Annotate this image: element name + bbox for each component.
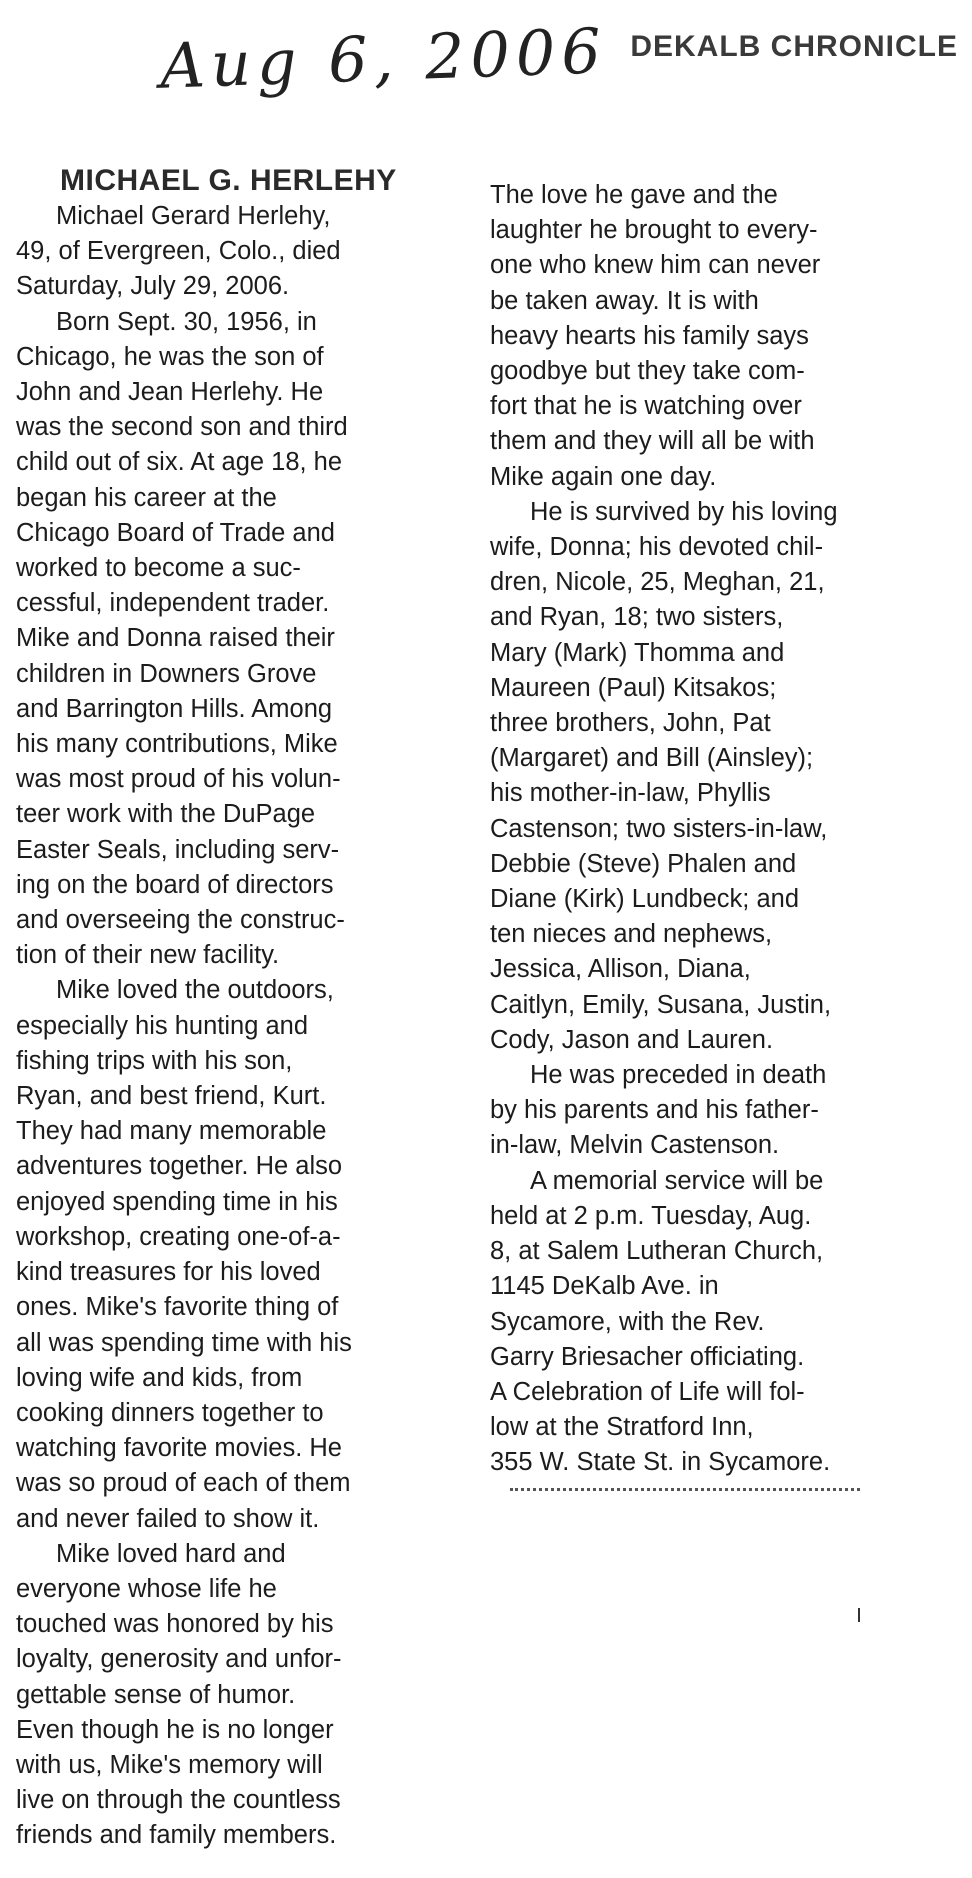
obituary-line: adventures together. He also — [16, 1152, 343, 1181]
obituary-line: Easter Seals, including serv- — [16, 835, 340, 864]
obituary-line: them and they will all be with — [490, 427, 815, 456]
obituary-line: touched was honored by his — [16, 1610, 334, 1639]
obituary-line: Even though he is no longer — [16, 1715, 334, 1744]
obituary-line: wife, Donna; his devoted chil- — [490, 533, 824, 562]
obituary-line: Saturday, July 29, 2006. — [16, 272, 290, 301]
obituary-column-right — [490, 178, 910, 1481]
obituary-line: dren, Nicole, 25, Meghan, 21, — [490, 568, 825, 597]
obituary-line: Mike loved hard and — [56, 1539, 286, 1568]
obituary-line: goodbye but they take com- — [490, 357, 805, 386]
obituary-line: be taken away. It is with — [490, 286, 759, 315]
obituary-line: all was spending time with his — [16, 1328, 352, 1357]
obituary-line: He is survived by his loving — [530, 497, 838, 526]
obituary-line: children in Downers Grove — [16, 659, 317, 688]
torn-edge — [510, 1488, 860, 1495]
handwritten-date: Aug 6, 2006 — [158, 14, 608, 103]
obituary-line: John and Jean Herlehy. He — [16, 378, 324, 407]
obituary-line: friends and family members. — [16, 1821, 337, 1850]
obituary-line: He was preceded in death — [530, 1061, 827, 1090]
obituary-line: in-law, Melvin Castenson. — [490, 1131, 780, 1160]
obituary-line: ten nieces and nephews, — [490, 920, 773, 949]
obituary-line: with us, Mike's memory will — [16, 1750, 323, 1779]
obituary-line: watching favorite movies. He — [16, 1434, 342, 1463]
obituary-line: ones. Mike's favorite thing of — [16, 1293, 339, 1322]
obituary-line: held at 2 p.m. Tuesday, Aug. — [490, 1201, 812, 1230]
obituary-line: A Celebration of Life will fol- — [490, 1377, 805, 1406]
obituary-line: Chicago Board of Trade and — [16, 518, 335, 547]
obituary-line: kind treasures for his loved — [16, 1258, 321, 1287]
obituary-line: ing on the board of directors — [16, 870, 334, 899]
obituary-line: They had many memorable — [16, 1117, 327, 1146]
obituary-line: child out of six. At age 18, he — [16, 448, 343, 477]
obituary-line: Cody, Jason and Lauren. — [490, 1025, 774, 1054]
obituary-line: worked to become a suc- — [16, 554, 301, 583]
obituary-line: Michael Gerard Herlehy, — [56, 202, 331, 230]
obituary-line: three brothers, John, Pat — [490, 709, 771, 738]
obituary-line: everyone whose life he — [16, 1574, 277, 1603]
obituary-line: Mary (Mark) Thomma and — [490, 638, 785, 667]
obituary-line: his many contributions, Mike — [16, 730, 338, 759]
obituary-line: by his parents and his father- — [490, 1096, 819, 1125]
obituary-line: began his career at the — [16, 483, 277, 512]
obituary-line: cooking dinners together to — [16, 1398, 324, 1427]
obituary-line: (Margaret) and Bill (Ainsley); — [490, 744, 814, 773]
obituary-line: gettable sense of humor. — [16, 1680, 296, 1709]
obituary-line: laughter he brought to every- — [490, 216, 818, 245]
obituary-line: The love he gave and the — [490, 181, 778, 209]
obituary-line: Castenson; two sisters-in-law, — [490, 814, 828, 843]
obituary-line: cessful, independent trader. — [16, 589, 330, 618]
obituary-line: Ryan, and best friend, Kurt. — [16, 1082, 327, 1111]
obituary-line: was the second son and third — [16, 413, 348, 442]
obituary-line: and Barrington Hills. Among — [16, 694, 333, 723]
obituary-line: Caitlyn, Emily, Susana, Justin, — [490, 990, 832, 1019]
stray-mark — [858, 1608, 860, 1622]
obituary-line: fishing trips with his son, — [16, 1046, 293, 1075]
obituary-line: low at the Stratford Inn, — [490, 1413, 754, 1442]
obituary-line: was most proud of his volun- — [16, 765, 341, 794]
obituary-line: especially his hunting and — [16, 1011, 309, 1040]
newspaper-masthead: DEKALB CHRONICLE — [630, 30, 958, 63]
obituary-line: enjoyed spending time in his — [16, 1187, 338, 1216]
obituary-line: Mike loved the outdoors, — [56, 976, 334, 1005]
obituary-line: was so proud of each of them — [16, 1469, 351, 1498]
obituary-line: Chicago, he was the son of — [16, 342, 324, 371]
obituary-line: tion of their new facility. — [16, 941, 280, 970]
obituary-line: and Ryan, 18; two sisters, — [490, 603, 784, 632]
obituary-line: and overseeing the construc- — [16, 906, 345, 935]
obituary-column-left — [16, 163, 436, 1854]
obituary-line: his mother-in-law, Phyllis — [490, 779, 771, 808]
obituary-line: Sycamore, with the Rev. — [490, 1307, 765, 1336]
obituary-line: and never failed to show it. — [16, 1504, 320, 1533]
obituary-line: Jessica, Allison, Diana, — [490, 955, 751, 984]
obituary-line: 1145 DeKalb Ave. in — [490, 1272, 719, 1301]
obituary-line: loyalty, generosity and unfor- — [16, 1645, 342, 1674]
obituary-line: live on through the countless — [16, 1786, 341, 1815]
obituary-line: Mike and Donna raised their — [16, 624, 335, 653]
obituary-line: Maureen (Paul) Kitsakos; — [490, 673, 777, 702]
obituary-line: Debbie (Steve) Phalen and — [490, 849, 797, 878]
obituary-line: one who knew him can never — [490, 251, 821, 280]
obituary-line: 49, of Evergreen, Colo., died — [16, 237, 341, 266]
obituary-line: teer work with the DuPage — [16, 800, 316, 829]
obituary-line: fort that he is watching over — [490, 392, 802, 421]
obituary-line: Mike again one day. — [490, 462, 717, 491]
obituary-line: A memorial service will be — [530, 1166, 824, 1195]
obituary-line: Born Sept. 30, 1956, in — [56, 307, 317, 336]
obituary-line: Diane (Kirk) Lundbeck; and — [490, 885, 800, 914]
obituary-line: 355 W. State St. in Sycamore. — [490, 1448, 831, 1477]
obituary-headline: MICHAEL G. HERLEHY — [60, 164, 397, 197]
obituary-line: 8, at Salem Lutheran Church, — [490, 1237, 824, 1266]
obituary-line: heavy hearts his family says — [490, 321, 809, 350]
obituary-line: loving wife and kids, from — [16, 1363, 303, 1392]
obituary-line: Garry Briesacher officiating. — [490, 1342, 805, 1371]
obituary-line: workshop, creating one-of-a- — [16, 1222, 341, 1251]
